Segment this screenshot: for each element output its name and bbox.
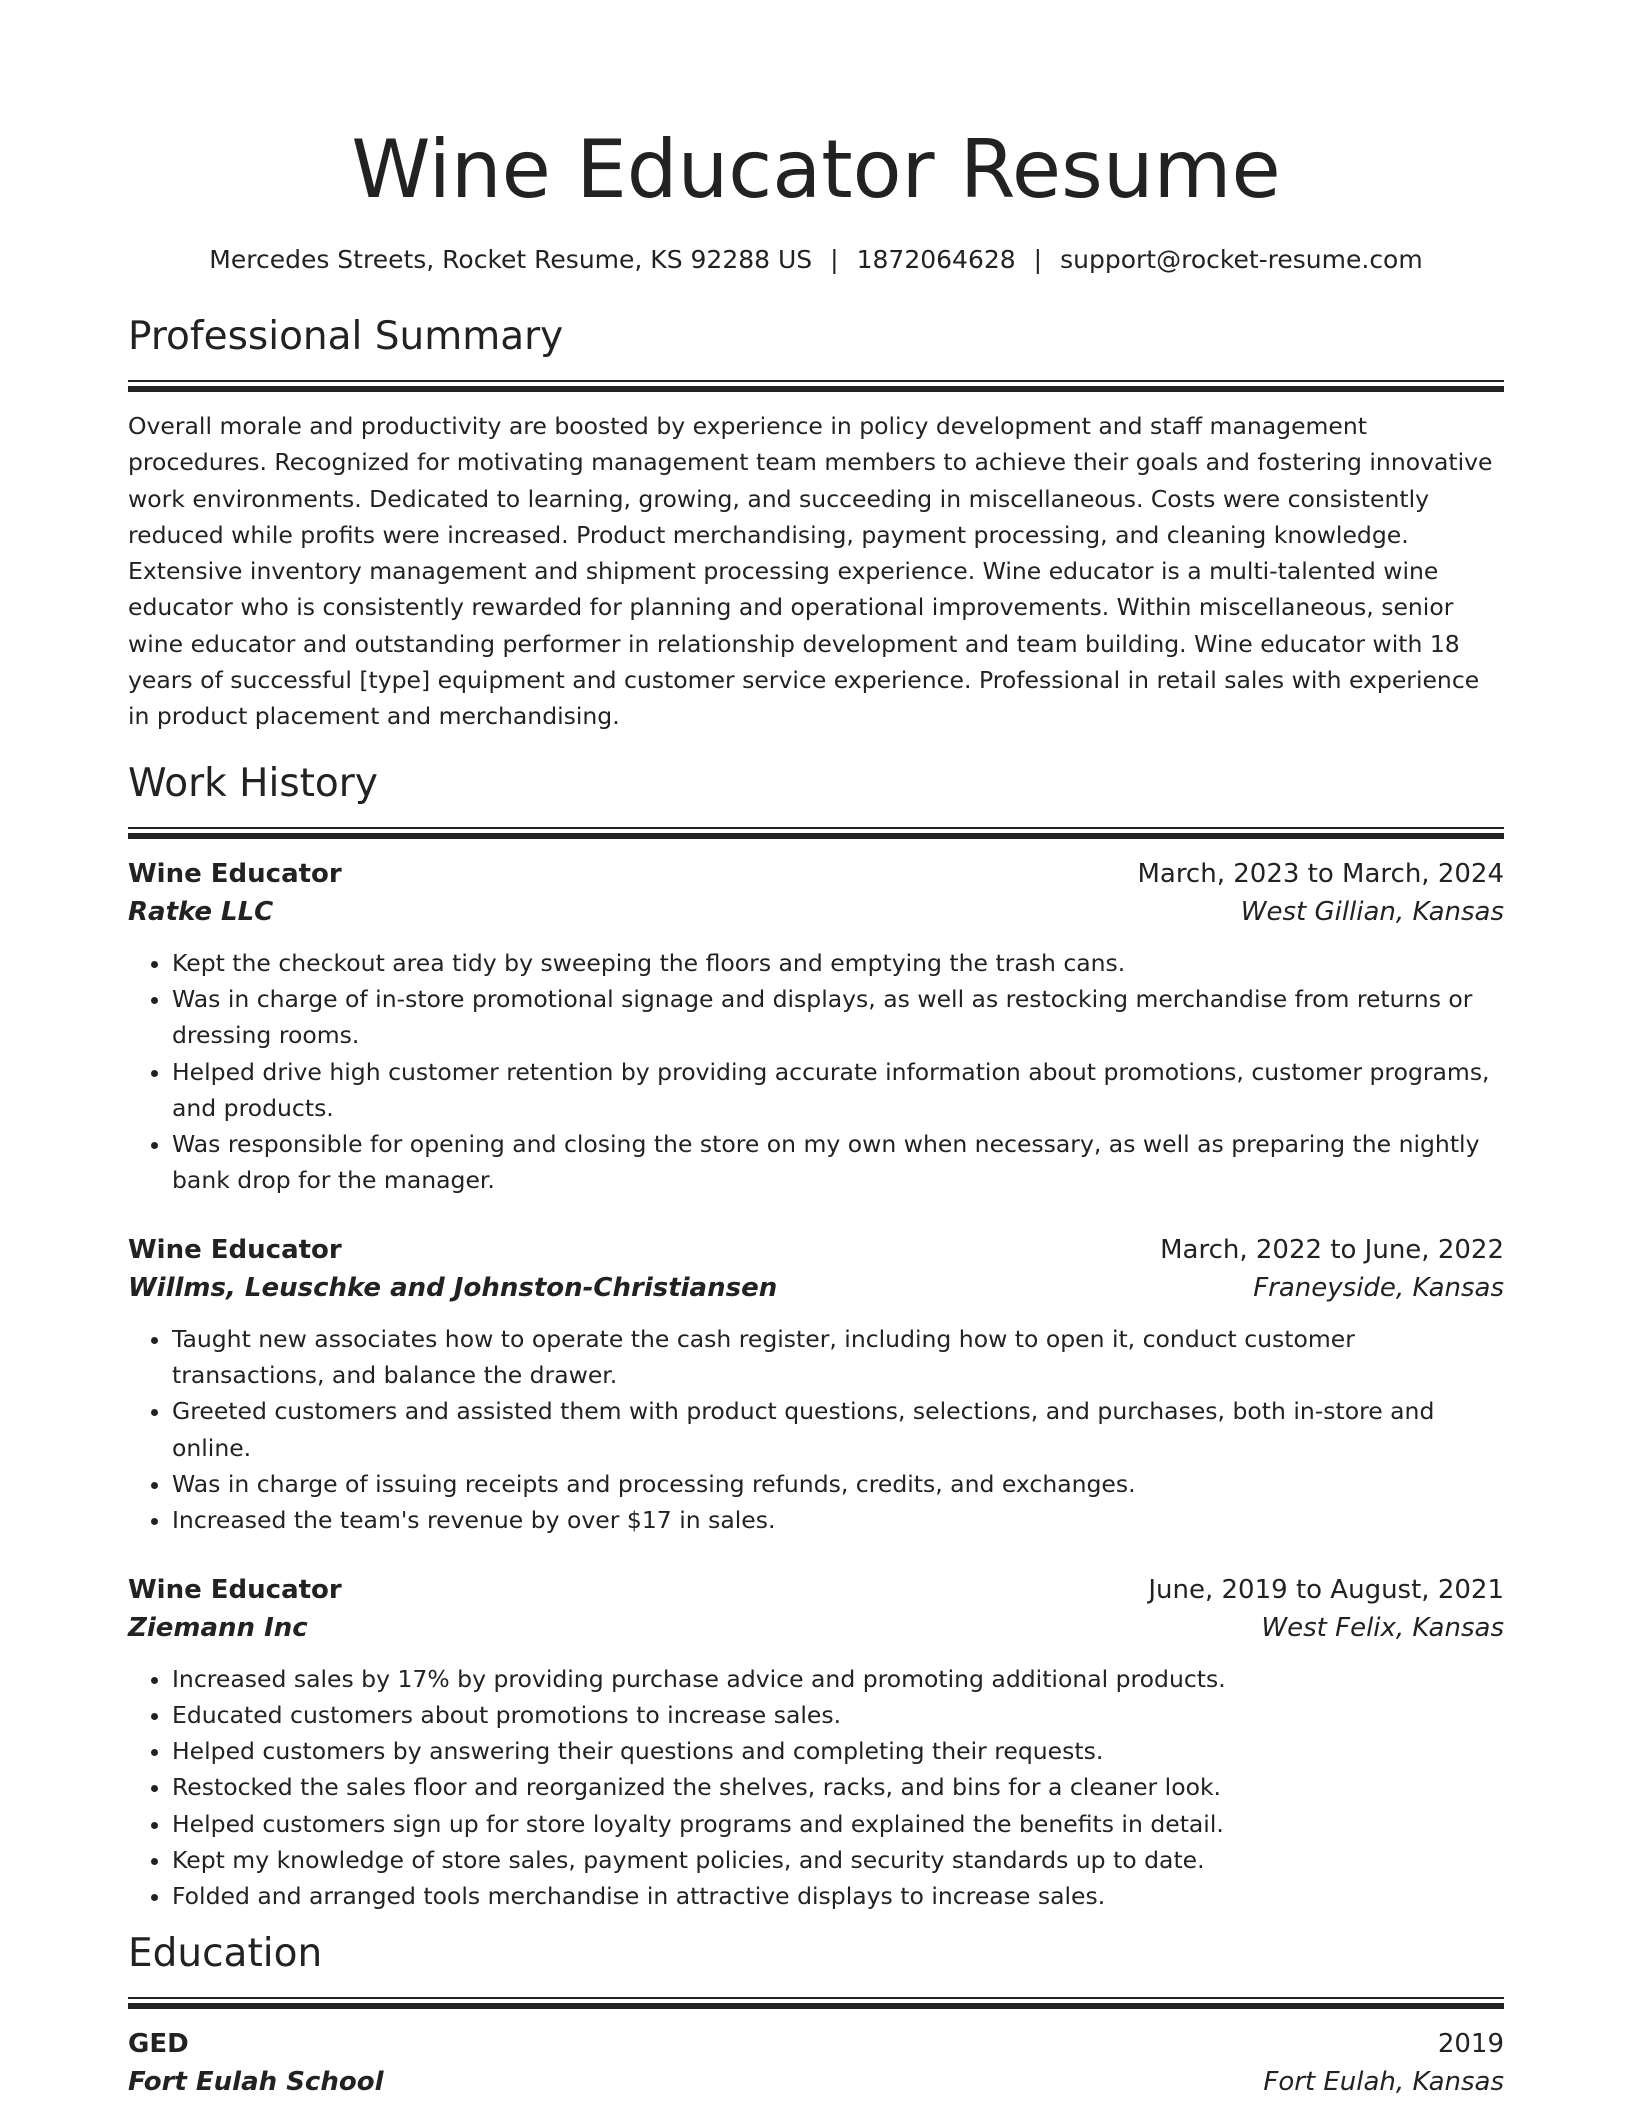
job-bullet: • Was in charge of issuing receipts and processing refunds, credits, and exchanges. <box>172 1466 1504 1502</box>
job-location: West Felix, Kansas <box>1261 1612 1504 1643</box>
job-entry <box>128 1231 1504 1539</box>
job-header <box>128 855 1504 893</box>
job-bullets <box>128 1321 1504 1539</box>
job-dates: June, 2019 to August, 2021 <box>1148 1574 1504 1605</box>
job-dates: March, 2022 to June, 2022 <box>1160 1234 1504 1265</box>
job-bullet: • Helped drive high customer retention by providing accurate information about promotions, customer programs, and products. <box>172 1054 1504 1127</box>
section-divider <box>128 1997 1504 2009</box>
job-company: Ziemann Inc <box>128 1612 308 1643</box>
job-subheader <box>128 1269 1504 1307</box>
job-bullet: • Was in charge of in-store promotional signage and displays, as well as restocking merchandise from returns or dressing rooms. <box>172 981 1504 1054</box>
job-bullet: • Helped customers sign up for store loyalty programs and explained the benefits in detail. <box>172 1806 1504 1842</box>
contact-email: support@rocket-resume.com <box>1060 245 1423 274</box>
section-heading-summary: Professional Summary <box>128 314 564 359</box>
section-divider <box>128 380 1504 392</box>
job-bullet: • Restocked the sales floor and reorganized the shelves, racks, and bins for a cleaner look. <box>172 1769 1504 1805</box>
education-degree: GED <box>128 2028 189 2059</box>
job-bullets <box>128 945 1504 1199</box>
summary-text: Overall morale and productivity are boosted by experience in policy development and staff management procedures. Recognized for motivating management team members to achieve their goals and fostering innovative work environments. Dedicated to learning, growing, and succeeding in miscellaneous. Costs were consistently reduced while profits were increased. Product merchandising, payment processing, and cleaning knowledge. Extensive inventory management and shipment processing experience. Wine educator is a multi-talented wine educator who is consistently rewarded for planning and operational improvements. Within miscellaneous, senior wine educator and outstanding performer in relationship development and team building. Wine educator with 18 years of successful [type] equipment and customer service experience. Professional in retail sales with experience in product placement and merchandising. <box>128 412 1493 731</box>
education-school: Fort Eulah School <box>128 2066 384 2097</box>
education-section <box>128 1927 1504 2101</box>
job-bullet: • Kept my knowledge of store sales, payment policies, and security standards up to date. <box>172 1842 1504 1878</box>
job-bullet: • Educated customers about promotions to increase sales. <box>172 1697 1504 1733</box>
contact-line <box>128 242 1504 278</box>
contact-phone: 1872064628 <box>856 245 1016 274</box>
job-bullet: • Greeted customers and assisted them with product questions, selections, and purchases, both in-store and online. <box>172 1393 1504 1466</box>
job-bullet: • Increased the team's revenue by over $17 in sales. <box>172 1502 1504 1538</box>
job-location: West Gillian, Kansas <box>1240 896 1504 927</box>
job-header <box>128 1571 1504 1609</box>
education-location: Fort Eulah, Kansas <box>1263 2066 1504 2097</box>
section-heading-work-history: Work History <box>128 760 378 806</box>
job-bullet: • Taught new associates how to operate the cash register, including how to open it, conduct customer transactions, and balance the drawer. <box>172 1321 1504 1394</box>
job-company: Ratke LLC <box>128 896 274 927</box>
job-title: Wine Educator <box>128 1234 342 1265</box>
job-bullet: • Helped customers by answering their questions and completing their requests. <box>172 1733 1504 1769</box>
job-bullets <box>128 1661 1504 1915</box>
contact-address: Mercedes Streets, Rocket Resume, KS 92288 US <box>209 245 813 274</box>
job-bullet: • Was responsible for opening and closing the store on my own when necessary, as well as preparing the nightly bank drop for the manager. <box>172 1126 1504 1199</box>
job-title: Wine Educator <box>128 858 342 889</box>
resume-page <box>128 0 1504 2101</box>
education-year: 2019 <box>1437 2028 1504 2059</box>
section-heading-education: Education <box>128 1930 323 1976</box>
section-divider <box>128 827 1504 839</box>
education-entry <box>128 2025 1504 2101</box>
job-header <box>128 1231 1504 1269</box>
job-subheader <box>128 1609 1504 1647</box>
job-entry <box>128 1571 1504 1915</box>
job-bullet: • Increased sales by 17% by providing purchase advice and promoting additional products. <box>172 1661 1504 1697</box>
job-title: Wine Educator <box>128 1574 342 1605</box>
job-entry <box>128 855 1504 1199</box>
job-bullet: • Kept the checkout area tidy by sweeping the floors and emptying the trash cans. <box>172 945 1504 981</box>
job-location: Franeyside, Kansas <box>1253 1272 1504 1303</box>
summary-section <box>128 310 1504 735</box>
resume-title: Wine Educator Resume <box>351 123 1281 216</box>
work-history-section <box>128 757 1504 1915</box>
job-dates: March, 2023 to March, 2024 <box>1137 858 1504 889</box>
job-bullet: • Folded and arranged tools merchandise in attractive displays to increase sales. <box>172 1878 1504 1914</box>
education-header <box>128 2025 1504 2063</box>
contact-separator: | <box>830 245 839 274</box>
contact-separator: | <box>1033 245 1043 274</box>
job-company: Willms, Leuschke and Johnston-Christiansen <box>128 1272 778 1303</box>
education-subheader <box>128 2063 1504 2101</box>
job-subheader <box>128 893 1504 931</box>
